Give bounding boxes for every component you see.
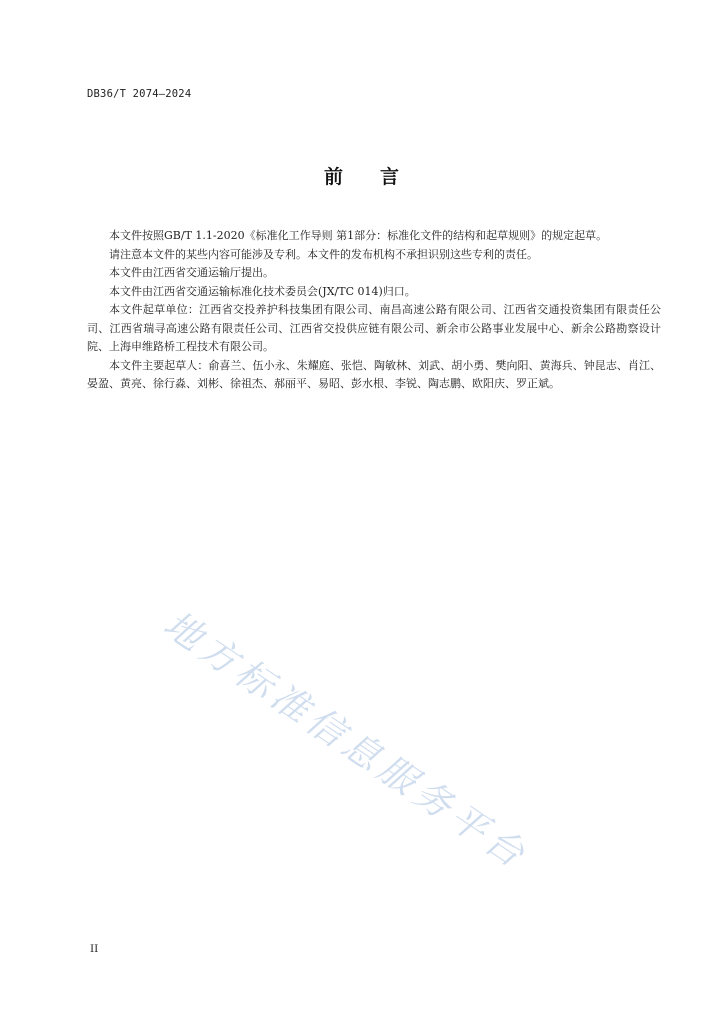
paragraph: 本文件由江西省交通运输厅提出。 xyxy=(109,266,274,279)
paragraph: 本文件主要起草人：俞喜兰、伍小永、朱耀庭、张恺、陶敏林、刘武、胡小勇、樊向阳、黄海兵、钟昆志、肖江、晏盈、黄亮、徐行淼、刘彬、徐祖杰、郝丽平、易昭、彭水根、李锐、陶志鹏、欧阳庆、罗正斌。 xyxy=(87,358,661,390)
standard-code: DB36/T 2074—2024 xyxy=(87,88,192,100)
watermark: 地方标准信息服务平台 xyxy=(155,602,537,879)
page-title xyxy=(0,162,724,189)
paragraph: 请注意本文件的某些内容可能涉及专利。本文件的发布机构不承担识别这些专利的责任。 xyxy=(109,247,538,261)
paragraph: 本文件按照GB/T 1.1-2020《标准化工作导则 第1部分：标准化文件的结构和起草规则》的规定起草。 xyxy=(109,229,608,242)
title-char-1: 前 xyxy=(323,166,344,188)
title-char-2: 言 xyxy=(380,166,401,188)
paragraph: 本文件由江西省交通运输标准化技术委员会(JX/TC 014)归口。 xyxy=(109,284,416,298)
paragraph: 本文件起草单位：江西省交投养护科技集团有限公司、南昌高速公路有限公司、江西省交通投资集团有限责任公司、江西省瑞寻高速公路有限责任公司、江西省交投供应链有限公司、新余市公路事业发展中心、新余公路勘察设计院、上海申维路桥工程技术有限公司。 xyxy=(87,303,661,353)
page-number: II xyxy=(90,943,99,955)
foreword-body xyxy=(87,227,661,394)
